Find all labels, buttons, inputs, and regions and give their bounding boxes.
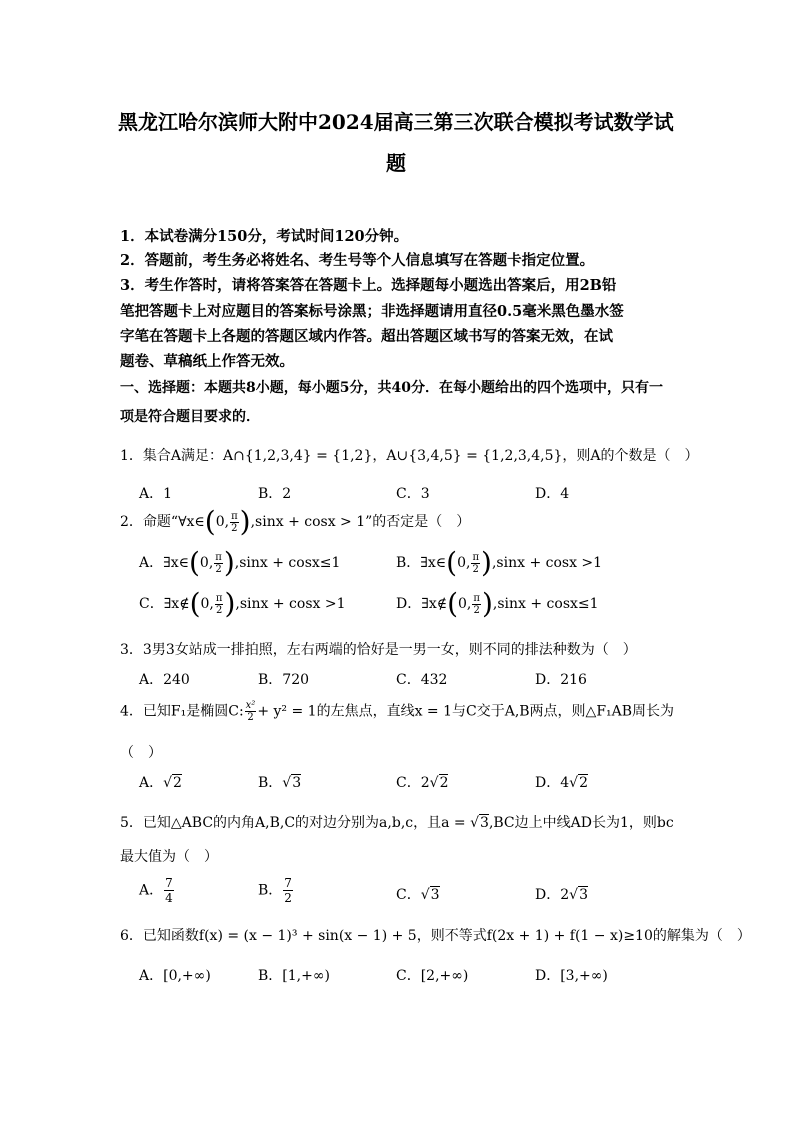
fraction-numerator: π <box>215 592 223 604</box>
fraction-numerator: π <box>473 592 480 604</box>
section-header-line-1: 一、选择题：本题共8小题，每小题5分，共40分．在每小题给出的四个选项中，只有一 <box>120 380 663 396</box>
question-4-stem-pre: 4．已知F₁是椭圆C: <box>120 703 244 720</box>
question-2-option-d: D．∃x∉(0, $\frac{\pi}{2}$ ),sinx + cosx≤1 <box>396 587 599 620</box>
sqrt-symbol: √ <box>569 775 579 791</box>
fraction-denominator: 2 <box>473 604 480 616</box>
pi-over-2-fraction <box>230 511 239 534</box>
question-5-option-b <box>258 876 294 905</box>
question-5-stem-line-1 <box>120 812 674 832</box>
question-2-stem-post: ,sinx + cosx > 1”的否定是（ ） <box>250 514 471 530</box>
question-4-option-d <box>535 772 588 792</box>
interval-zero: 0, <box>457 555 471 571</box>
notice-line-4: 笔把答题卡上对应题目的答案标号涂黑；非选择题请用直径0.5毫米黑色墨水签 <box>120 303 624 320</box>
option-label: D．2 <box>535 887 570 903</box>
option-tail: ,sinx + cosx >1 <box>235 596 346 612</box>
option-label: A． <box>139 775 164 791</box>
fraction-denominator: 2 <box>247 712 254 723</box>
question-5-option-d <box>535 884 588 904</box>
option-label: D． <box>535 775 561 791</box>
interval-zero: 0, <box>458 596 472 612</box>
option-label: B．∃x∈ <box>396 555 447 571</box>
fraction-denominator: 4 <box>165 891 173 905</box>
question-4-stem-post: + y² = 1的左焦点，直线x = 1与C交于A,B两点，则△F₁AB周长为 <box>257 703 675 720</box>
option-label: B． <box>258 882 283 899</box>
question-3-option-a: A．240 <box>139 672 190 688</box>
question-1-option-d: D．4 <box>535 486 570 502</box>
page-title-line-2: 题 <box>386 151 406 175</box>
notice-line-5: 字笔在答题卡上各题的答题区域内作答。超出答题区域书写的答案无效，在试 <box>120 328 613 345</box>
radicand: 3 <box>579 887 588 903</box>
option-tail: ,sinx + cosx≤1 <box>234 555 341 571</box>
sqrt-symbol: √ <box>420 887 430 903</box>
option-label: C． <box>396 775 421 791</box>
radicand: 3 <box>480 815 489 831</box>
question-4-option-a <box>139 772 182 792</box>
page-title-line-1: 黑龙江哈尔滨师大附中2024届高三第三次联合模拟考试数学试 <box>118 110 674 134</box>
question-2-option-b: B．∃x∈(0, $\frac{\pi}{2}$ ),sinx + cosx >1 <box>396 546 603 579</box>
question-4-stem <box>120 700 674 723</box>
fraction-numerator: π <box>231 510 238 522</box>
x-squared-over-2-fraction <box>245 700 257 723</box>
coefficient: 4 <box>560 775 570 791</box>
question-2-stem: 2．命题“∀x∈(0, $\frac{\pi}{2}$ ),sinx + cosx > 1”的否定是（ ） <box>120 505 471 538</box>
question-4-answer-paren: （ ） <box>120 745 162 761</box>
fraction-numerator: 7 <box>284 876 292 890</box>
radicand: 3 <box>292 775 302 791</box>
question-3-option-b: B．720 <box>258 672 310 688</box>
option-label: A．∃x∈ <box>139 555 189 571</box>
option-label: C．∃x∉ <box>139 596 190 612</box>
radicand: 3 <box>430 887 440 903</box>
sqrt-symbol: √ <box>470 815 480 831</box>
coefficient: 2 <box>420 775 430 791</box>
question-5-option-a <box>139 876 175 905</box>
seven-halves-fraction <box>283 876 293 905</box>
fraction-denominator: 2 <box>231 522 238 534</box>
question-5-option-c <box>396 884 440 904</box>
question-3-option-c: C．432 <box>396 672 448 688</box>
question-1-option-a: A．1 <box>139 486 173 502</box>
question-3-stem: 3．3男3女站成一排拍照，左右两端的恰好是一男一女，则不同的排法种数为（ ） <box>120 642 637 658</box>
notice-line-6: 题卷、草稿纸上作答无效。 <box>120 353 294 370</box>
option-label: D．∃x∉ <box>396 596 448 612</box>
interval-zero: 0, <box>199 555 214 571</box>
question-2-stem-pre: 2．命题“∀x∈ <box>120 514 205 530</box>
question-1-stem: 1．集合A满足：A∩{1,2,3,4} = {1,2}，A∪{3,4,5} = {1,2,3,4,5}，则A的个数是（ ） <box>120 448 699 464</box>
radicand: 2 <box>439 775 449 791</box>
option-tail: ,sinx + cosx >1 <box>491 555 603 571</box>
fraction-numerator: π <box>215 551 222 563</box>
fraction-denominator: 2 <box>215 563 222 575</box>
question-6-option-d: D．[3,+∞) <box>535 968 608 984</box>
question-6-option-a: A．[0,+∞) <box>139 968 211 984</box>
option-tail: ,sinx + cosx≤1 <box>492 596 599 612</box>
sqrt-symbol: √ <box>429 775 439 791</box>
question-5-stem-a: 5．已知△ABC的内角A,B,C的对边分别为a,b,c，且a = <box>120 815 471 831</box>
radicand: 2 <box>579 775 588 791</box>
fraction-denominator: 2 <box>215 604 223 616</box>
question-1-option-b: B．2 <box>258 486 292 502</box>
question-5-stem-b: ,BC边上中线AD长为1，则bc <box>488 815 674 831</box>
fraction-numerator: π <box>472 551 480 563</box>
pi-over-2-fraction <box>215 593 224 616</box>
seven-quarters-fraction <box>164 876 174 905</box>
sqrt-symbol: √ <box>569 887 579 903</box>
question-4-option-b <box>258 772 301 792</box>
question-4-option-c <box>396 772 448 792</box>
fraction-denominator: 2 <box>284 891 292 905</box>
pi-over-2-fraction <box>214 552 223 575</box>
notice-line-2: 2．答题前，考生务必将姓名、考生号等个人信息填写在答题卡指定位置。 <box>120 252 595 269</box>
notice-line-1: 1．本试卷满分150分，考试时间120分钟。 <box>120 228 409 245</box>
question-6-stem: 6．已知函数f(x) = (x − 1)³ + sin(x − 1) + 5，则不等式f(2x + 1) + f(1 − x)≥10的解集为（ ） <box>120 928 751 944</box>
question-1-option-c: C．3 <box>396 486 430 502</box>
option-label: B． <box>258 775 283 791</box>
sqrt-symbol: √ <box>163 775 173 791</box>
fraction-numerator: 7 <box>165 876 173 890</box>
notice-line-3: 3．考生作答时，请将答案答在答题卡上。选择题每小题选出答案后，用2B铅 <box>120 277 617 294</box>
question-2-option-c: C．∃x∉(0, $\frac{\pi}{2}$ ),sinx + cosx >1 <box>139 587 346 620</box>
question-2-option-a: A．∃x∈(0, $\frac{\pi}{2}$ ),sinx + cosx≤1 <box>139 546 341 579</box>
pi-over-2-fraction <box>471 552 480 575</box>
section-header-line-2: 项是符合题目要求的． <box>120 409 260 425</box>
fraction-denominator: 2 <box>472 563 479 575</box>
question-3-option-d: D．216 <box>535 672 587 688</box>
question-6-option-c: C．[2,+∞) <box>396 968 469 984</box>
interval-zero: 0, <box>215 514 230 530</box>
fraction-numerator: x² <box>245 700 256 711</box>
option-label: C． <box>396 887 421 903</box>
option-label: A． <box>139 882 164 899</box>
question-6-option-b: B．[1,+∞) <box>258 968 330 984</box>
interval-zero: 0, <box>200 596 214 612</box>
pi-over-2-fraction <box>472 593 481 616</box>
sqrt-symbol: √ <box>282 775 292 791</box>
radicand: 2 <box>173 775 182 791</box>
question-5-stem-line-2: 最大值为（ ） <box>120 849 218 865</box>
